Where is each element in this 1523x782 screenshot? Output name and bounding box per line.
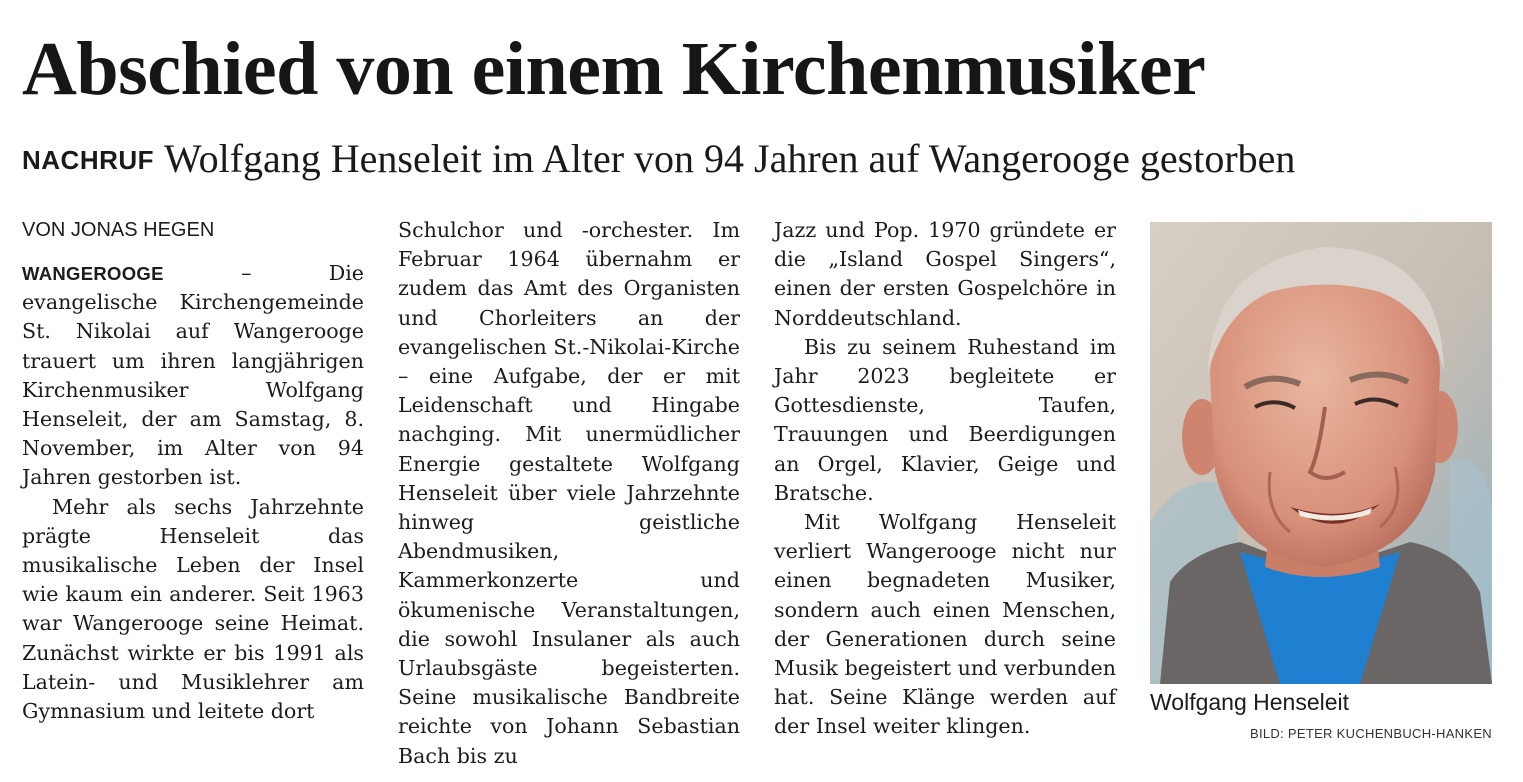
photo-credit: BILD: PETER KUCHENBUCH-HANKEN: [1249, 726, 1492, 741]
subheadline-text: Wolfgang Henseleit im Alter von 94 Jahren auf Wangerooge gestorben: [164, 136, 1296, 181]
paragraph: Schulchor und -orchester. Im Februar 1964 übernahm er zudem das Amt des Organisten und Chorleiters an der evangelischen St.-Nikolai-Kirche – eine Aufgabe, der er mit Leidenschaft und Hingabe nachging. Mit unermüdlicher Energie gestaltete Wolfgang Henseleit über viele Jahrzehnte hinweg geistliche Abendmusiken, Kammerkonzerte und ökumenische Veranstaltungen, die sowohl Insulaner als auch Urlaubsgäste begeisterten. Seine musikalische Bandbreite reichte von Johann Sebastian Bach bis zu: [398, 218, 740, 768]
photo-caption: Wolfgang Henseleit: [1150, 689, 1350, 715]
article-column-1: [22, 216, 364, 726]
byline: VON JONAS HEGEN: [22, 219, 215, 241]
dateline: WANGEROOGE: [22, 263, 164, 284]
subheadline: [22, 132, 1502, 187]
paragraph: [22, 259, 364, 493]
paragraph-text: – Die evangelische Kirchengemeinde St. Nikolai auf Wangerooge trauert um ihren langjährigen Kirchenmusiker Wolfgang Henseleit, der am Samstag, 8. November, im Alter von 94 Jahren gestorben ist.: [22, 261, 364, 490]
paragraph: Mehr als sechs Jahrzehnte prägte Henseleit das musikalische Leben der Insel wie kaum ein anderer. Seit 1963 war Wangerooge seine Heimat. Zunächst wirkte er bis 1991 als Latein- und Musiklehrer am Gymnasium und leitete dort: [22, 494, 364, 724]
portrait-illustration: [1150, 222, 1492, 684]
article-column-3: [774, 216, 1116, 742]
paragraph: Bis zu seinem Ruhestand im Jahr 2023 begleitete er Gottesdienste, Taufen, Trauungen und Beerdigungen an Orgel, Klavier, Geige und Bratsche.: [774, 334, 1116, 505]
headline: Abschied von einem Kirchenmusiker: [22, 27, 1206, 111]
portrait-photo: [1150, 222, 1492, 684]
article-column-2: [398, 216, 740, 771]
kicker-label: NACHRUF: [22, 145, 155, 175]
paragraph: Jazz und Pop. 1970 gründete er die „Island Gospel Singers“, einen der ersten Gospelchöre in Norddeutschland.: [774, 218, 1116, 330]
paragraph: Mit Wolfgang Henseleit verliert Wangerooge nicht nur einen begnadeten Musiker, sondern auch einen Menschen, der Generationen durch seine Musik begeistert und verbunden hat. Seine Klänge werden auf der Insel weiter klingen.: [774, 510, 1116, 739]
